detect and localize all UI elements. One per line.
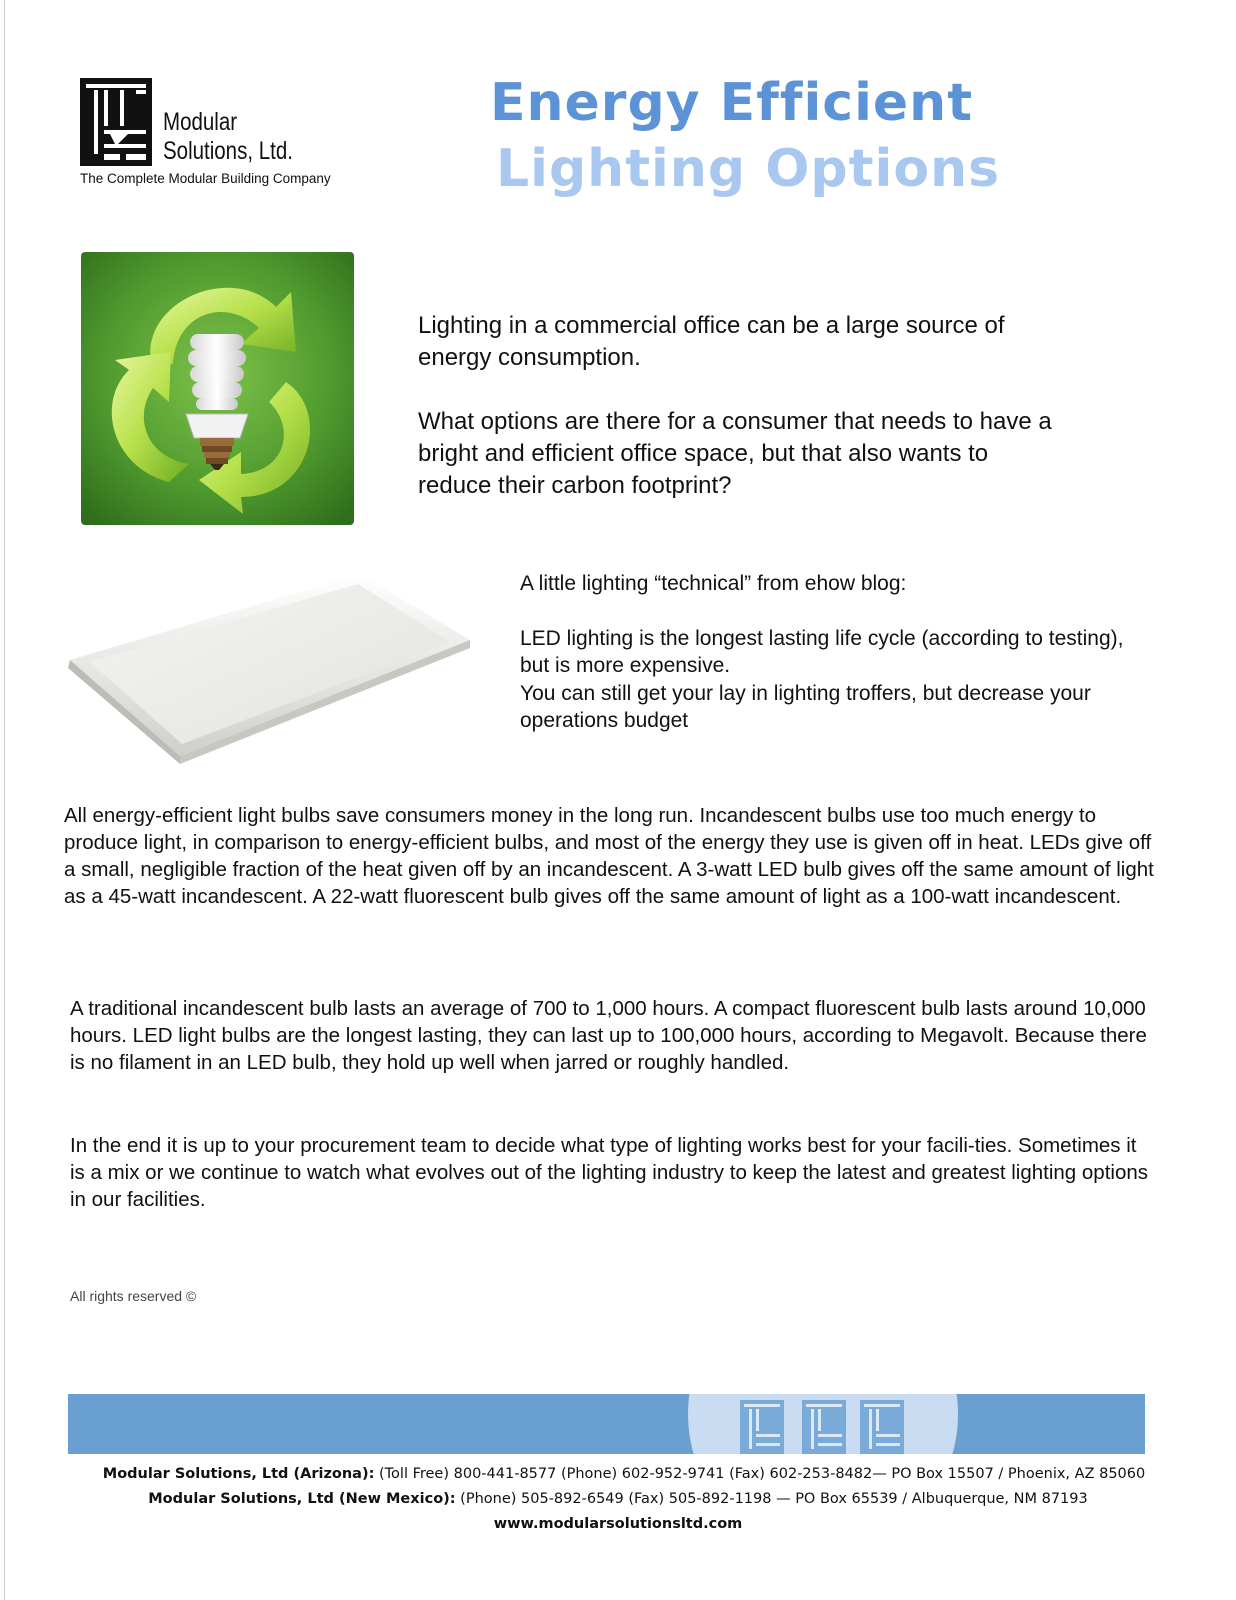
company-logo (80, 78, 400, 188)
intro-paragraph-2: What options are there for a consumer that needs to have a bright and efficient office space, but that also wants to reduce their carbon footprint? (418, 408, 1052, 499)
led-panel-image (60, 560, 480, 770)
technical-section (520, 570, 1140, 735)
footer-website-link[interactable]: www.modularsolutionsltd.com (493, 1516, 743, 1532)
footer-az-details: (Toll Free) 800-441-8577 (Phone) 602-952-9741 (Fax) 602-253-8482— PO Box 15507 / Phoenix, AZ 85060 (374, 1466, 1146, 1482)
technical-paragraph-2: You can still get your lay in lighting troffers, but decrease your operations budget (520, 681, 1091, 732)
title-line-2: Lighting Options (496, 139, 1001, 199)
body-paragraph-3: In the end it is up to your procurement team to decide what type of lighting works best for your facili-ties. Sometimes it is a mix or we continue to watch what evolves out of the lighting industry to keep the latest and greatest lighting options in our facilities. (70, 1134, 1149, 1211)
footer-address-arizona (0, 1462, 1236, 1487)
page-edge-rule (4, 0, 5, 1600)
body-paragraph-1: All energy-efficient light bulbs save consumers money in the long run. Incandescent bulbs use too much energy to produce light, in comparison to energy-efficient bulbs, and most of the energy they use is given off in heat. LEDs give off a small, negligible fraction of the heat given off by an incandescent. A 3-watt LED bulb gives off the same amount of light as a 45-watt incandescent. A 22-watt fluorescent bulb gives off the same amount of light as a 100-watt incandescent. (64, 804, 1154, 908)
intro-text (418, 310, 1058, 534)
recycle-bulb-icon (81, 252, 354, 525)
footer-nm-label: Modular Solutions, Ltd (New Mexico): (148, 1491, 456, 1507)
footer-band (68, 1394, 1145, 1454)
title-line-1: Energy Efficient (490, 73, 974, 133)
copyright-notice: All rights reserved © (70, 1288, 197, 1304)
page-title (490, 70, 1190, 202)
footer-az-label: Modular Solutions, Ltd (Arizona): (102, 1466, 375, 1482)
cfl-bulb-image (81, 252, 354, 525)
troffer-panel-icon (60, 560, 480, 770)
footer-contact (0, 1462, 1236, 1537)
body-paragraph-2: A traditional incandescent bulb lasts an average of 700 to 1,000 hours. A compact fluorescent bulb lasts around 10,000 hours. LED light bulbs are the longest lasting, they can last up to 100,000 hours, according to Megavolt. Because there is no filament in an LED bulb, they hold up well when jarred or roughly handled. (70, 997, 1147, 1074)
logo-mark-icon (80, 78, 152, 166)
technical-heading: A little lighting “technical” from ehow blog: (520, 572, 907, 595)
footer-address-new-mexico (0, 1487, 1236, 1512)
intro-paragraph-1: Lighting in a commercial office can be a large source of energy consumption. (418, 312, 1005, 371)
technical-paragraph-1: LED lighting is the longest lasting life cycle (according to testing), but is more expensive. (520, 626, 1124, 677)
footer-nm-details: (Phone) 505-892-6549 (Fax) 505-892-1198 — PO Box 65539 / Albuquerque, NM 87193 (455, 1491, 1088, 1507)
footer-logo-marks-icon (740, 1400, 910, 1454)
logo-tagline: The Complete Modular Building Company (80, 171, 331, 186)
logo-name: Modular Solutions, Ltd. (163, 108, 293, 165)
